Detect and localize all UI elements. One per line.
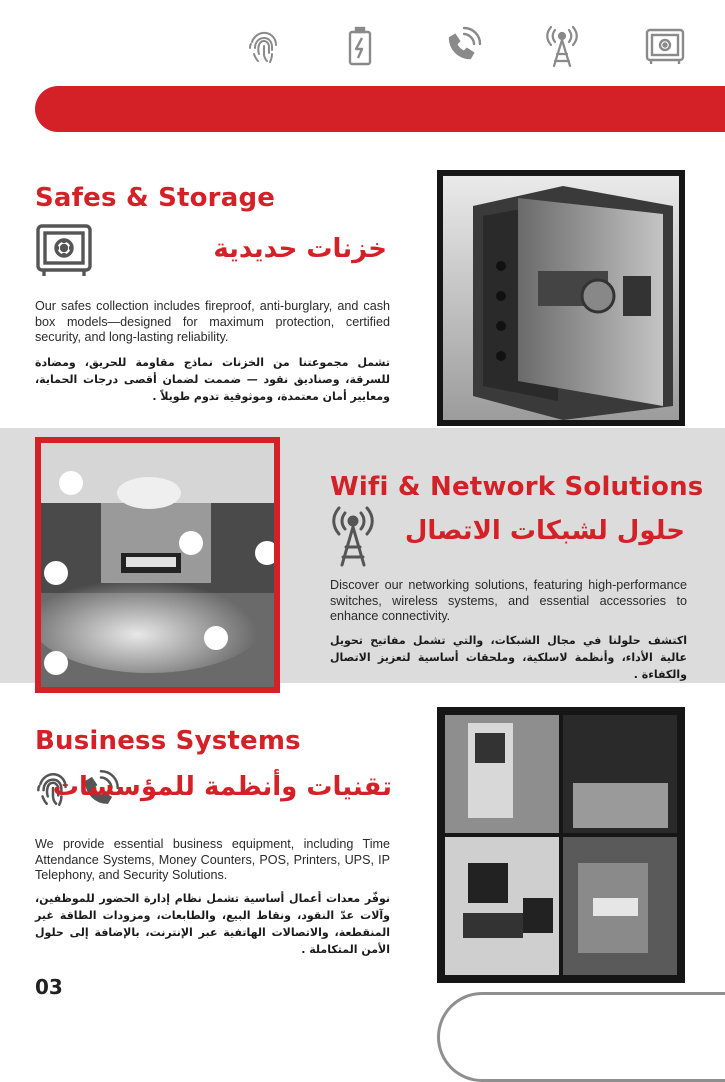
safe-icon (35, 222, 93, 280)
business-photo-collage (437, 707, 685, 983)
wifi-title-en: Wifi & Network Solutions (330, 472, 704, 502)
safe-icon (643, 24, 687, 68)
business-body-ar: نوفّر معدات أعمال أساسية تشمل نظام إدارة الحضور للموظفين، وآلات عدّ النقود، ونقاط البيع، والطابعات، ومزودات الطاقة غير المنقطعة، والاتصالات الهاتفية عبر الإنترنت، بالإضافة إلى حلول الأمن المتكاملة . (35, 892, 390, 956)
business-title-ar: تقنيات وأنظمة للمؤسسات (52, 772, 392, 802)
safes-title-en: Safes & Storage (35, 183, 276, 213)
battery-icon (338, 24, 382, 68)
red-header-banner (35, 86, 725, 132)
business-body-en: We provide essential business equipment, including Time Attendance Systems, Money Counters, POS, Printers, UPS, IP Telephony, and Security Solutions. (35, 837, 390, 882)
phone-icon (440, 24, 484, 68)
antenna-tower-icon (330, 505, 376, 567)
safes-body-en: Our safes collection includes fireproof, anti-burglary, and cash box models—designed for maximum protection, certified security, and long-lasting reliability. (35, 299, 390, 344)
bottom-decorative-arc (437, 992, 725, 1082)
safes-title-ar: خزنات حديدية (213, 234, 387, 264)
fingerprint-icon (242, 24, 286, 68)
wifi-body-en: Discover our networking solutions, featuring high-performance switches, wireless systems, and essential accessories to enhance connectivity. (330, 578, 687, 623)
business-title-en: Business Systems (35, 726, 301, 756)
wifi-body-ar: اكتشف حلولنا في مجال الشبكات، والتي تشمل مفاتيح تحويل عالية الأداء، وأنظمة لاسلكية، وملحقات أساسية لتعزيز الاتصال والكفاءة . (330, 634, 687, 681)
safe-photo (437, 170, 685, 426)
page-number: 03 (35, 975, 63, 999)
antenna-tower-icon (540, 24, 584, 68)
safes-body-ar: تشمل مجموعتنا من الخزنات نماذج مقاومة للحريق، ومضادة للسرقة، وصناديق نقود — ضممت لضمان أقصى درجات الحماية، ومعايير أمان معتمدة، وموثوقية تدوم طويلاً . (35, 356, 390, 403)
wifi-title-ar: حلول لشبكات الاتصال (404, 516, 685, 546)
network-room-photo (35, 437, 280, 693)
